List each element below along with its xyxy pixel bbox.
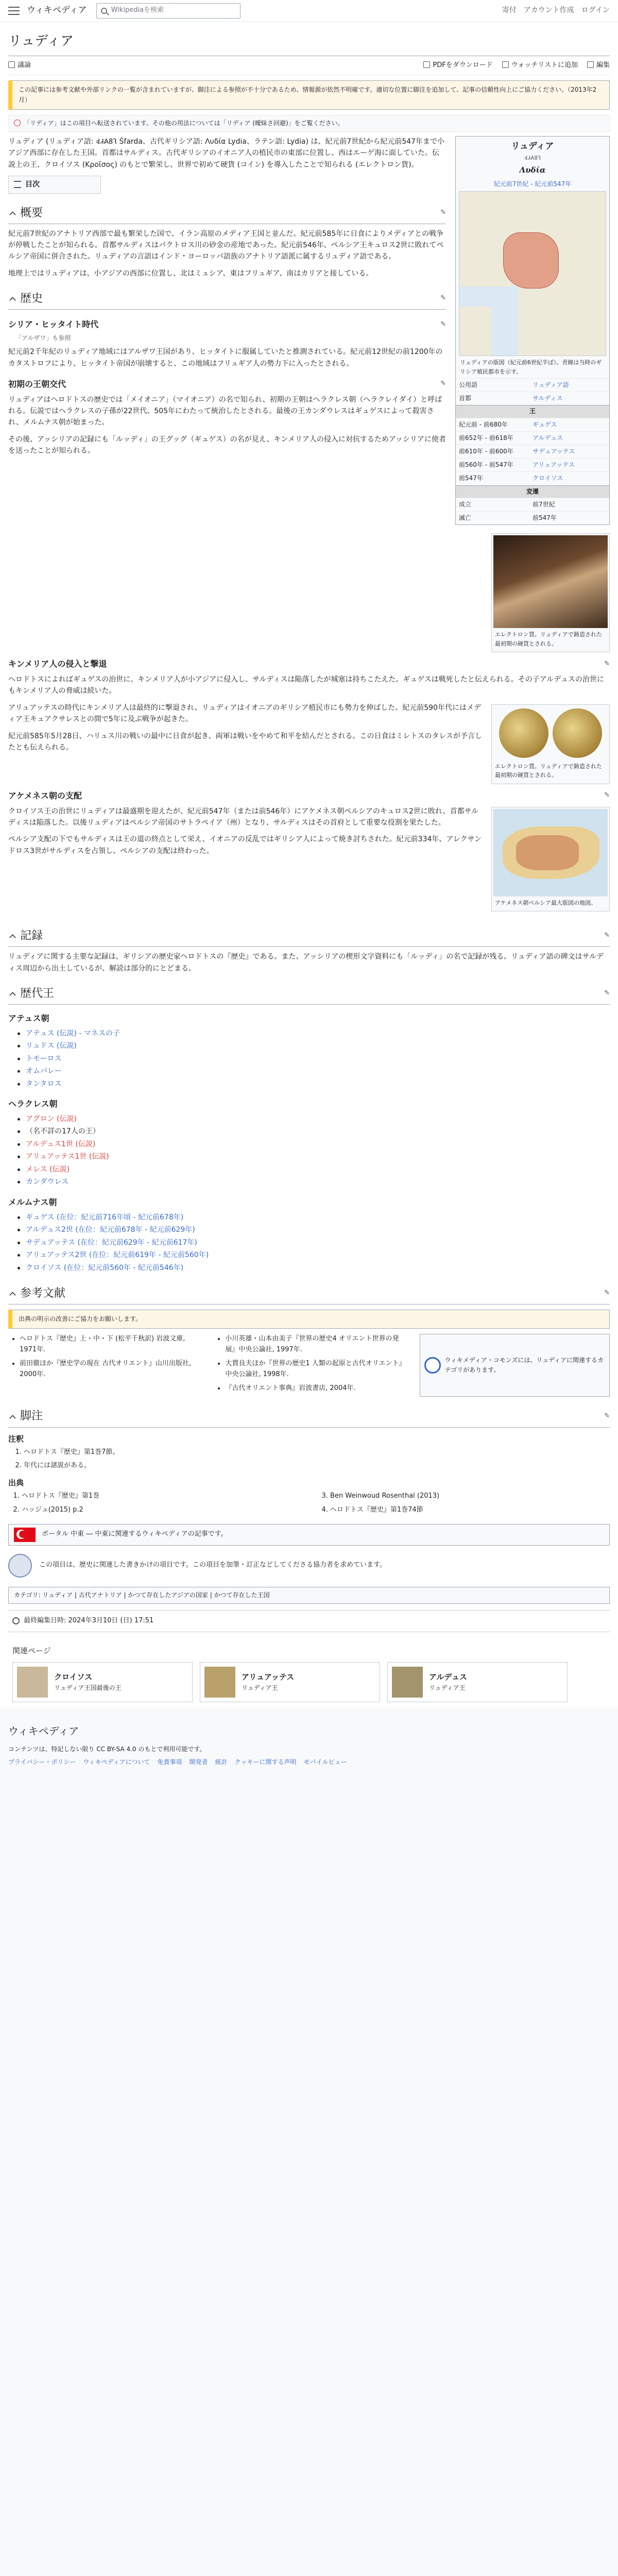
related-thumbnail xyxy=(17,1667,48,1698)
footer-link[interactable]: モバイルビュー xyxy=(303,1758,347,1766)
edit-icon[interactable] xyxy=(604,988,610,999)
login-link[interactable]: ログイン xyxy=(581,6,610,15)
page-tools xyxy=(8,56,610,76)
reference-list xyxy=(8,1334,610,1397)
footer-link[interactable]: 開発者 xyxy=(189,1758,208,1766)
coin-figure[interactable]: エレクトロン貨。リュディアで鋳造された最初期の硬貨とされる。 xyxy=(491,704,610,784)
commons-icon xyxy=(424,1357,441,1374)
section-references[interactable]: 参考文献 ✎ xyxy=(8,1284,610,1304)
list-item[interactable]: サデュアッテス (在位：紀元前629年 - 紀元前617年) xyxy=(24,1236,610,1249)
citation-item[interactable]: 4. ヘロドトス『歴史』第1巻74節 xyxy=(330,1505,610,1516)
subsection-achaemenid: アケメネス朝の支配 ✎ xyxy=(8,789,610,803)
top-bar xyxy=(0,0,618,22)
list-item[interactable]: クロイソス (在位：紀元前560年 - 紀元前546年) xyxy=(24,1262,610,1275)
infobox-king[interactable]: アルデュス xyxy=(533,434,563,442)
related-thumbnail xyxy=(204,1667,235,1698)
dynasty-heading: ヘラクレス朝 xyxy=(8,1099,58,1109)
section-records[interactable]: 記録 ✎ xyxy=(8,927,610,947)
edit-button[interactable]: 編集 xyxy=(587,60,610,71)
list-item[interactable]: アルデュス1世 (伝説) xyxy=(24,1138,610,1151)
king-list xyxy=(24,1211,610,1275)
notes-list: 注釈 1. ヘロドトス『歴史』第1巻7節。 2. 年代には諸説がある。 出典 1. ヘロドトス『歴史』第1巻 2. ハッジュ(2015) p.2 3. Ben Weinwoud Rosenthal (2013) 4. ヘロドトス『歴史』第1巻74節 xyxy=(8,1433,610,1519)
related-thumbnail xyxy=(392,1667,423,1698)
subsection-kimmeria: キンメリア人の侵入と撃退 ✎ xyxy=(8,657,610,671)
citation-item[interactable]: 1. ヘロドトス『歴史』第1巻 xyxy=(22,1491,301,1502)
edit-icon[interactable] xyxy=(440,319,446,330)
create-account-link[interactable]: アカウント作成 xyxy=(523,6,574,15)
site-logo[interactable]: ウィキペディア xyxy=(27,5,87,15)
page-title: リュディア xyxy=(8,31,610,56)
citation-item[interactable]: 3. Ben Weinwoud Rosenthal (2013) xyxy=(330,1491,610,1502)
infobox-caption: リュディアの版図（紀元前6世紀半ば）。青線は当時のギリシア植民都市を示す。 xyxy=(460,359,602,375)
article-page: リュディア 議論 PDFをダウンロード ウォッチリストに追加 編集 この記事には参考文献や外部リンクの一覧が含まれていますが、脚注による参照が不十分であるため、情報源が依然不明確です。適切な位置に脚注を追加して、記事の信頼性向上にご協力ください。（2013年2月） 「リディア」はこの項目へ転送されています。その他の用法については「リディア (曖昧さ回避)」をご覧ください。 リュディア 𐤮𐤱𐤠𐤣𐤤 Λυδία 紀元前7世紀 - 紀元前547年 リュディアの版図（紀元前6世紀半ば）。青線は当時のギリシア植民都市を示す。 公用語 リュディア語 首都 サルディス 王 紀元前 - 前680年 ギュゲス 前652年 - 前618年 アルデュス 前610年 - 前600年 サデュアッテス 前560年 - 前547年 アリュアッテス 前547年 クロイソス 変遷 成立 前7世紀 滅亡 前547年 リュディア (リュディア語: 𐤮𐤱𐤠𐤣𐤤 Śfarda、古代ギリシア語: Λυδία Lydia、ラテン語: Lydia) は、紀元前7世紀から紀元前547年まで小アジア西部に存在した王国。首都はサルディス。古代ギリシアのイオニア人の植民市の東部に位置し、西はエーゲ海に面していた。伝説上の王、クロイソス (Κροῖσος) のもとで繁栄し、世界で初めて硬貨 (コイン) を導入したことで知られる (エレクトロン貨)。 目次 概要 ✎ 紀元前7世紀のアナトリア西部で最も繁栄した国で、イラン高原のメディア王国と並んだ。紀元前585年に日食によりメディアとの戦争が停戦したことが知られる。首都サルディスはパクトロス川の砂金の産地であった。紀元前546年、ペルシア王キュロス2世に敗れてペルシア帝国に併合された。リュディアの言語はインド・ヨーロッパ語族のアナトリア語派に属するリュディア語である。 地理上ではリュディアは、小アジアの西部に位置し、北はミュシア、東はフリュギア、南はカリアと接している。 歴史 ✎ シリア・ヒッタイト時代 ✎ 「アルザワ」も参照 紀元前2千年紀のリュディア地域にはアルザワ王国があり、ヒッタイトに服属していたと推測されている。紀元前12世紀の前1200年のカタストロフにより、ヒッタイト帝国が崩壊すると、この地域はフリュギア人の勢力下に入ったとされる。 初期の王朝交代 ✎ エレクトロン貨。リュディアで鋳造された最初期の硬貨とされる。 リュディアはヘロドトスの歴史では「メイオニア」（マイオニア）の名で知られ、初期の王朝はヘラクレス朝（ヘラクレイダイ）と呼ばれる。伝説ではヘラクレスの子孫が22世代、505年にわたって統治したとされる。最後の王カンダウレスはギュゲスによって殺害され、メルムナス朝が始まった。 その後、アッシリアの記録にも「ルッディ」の王グッグ（ギュゲス）の名が見え、キンメリア人の侵入に対抗するためアッシリアに使者を送ったことが知られる。 キンメリア人の侵入と撃退 ✎ ヘロドトスによればギュゲスの治世に、キンメリア人が小アジアに侵入し、サルディスは陥落したが城塞は持ちこたえた。ギュゲスは戦死したと伝えられる。その子アルデュスの治世にもキンメリア人の脅威は続いた。 エレクトロン貨。リュディアで鋳造された最初期の硬貨とされる。 アリュアッテスの時代にキンメリア人は最終的に撃退され、リュディアはイオニアのギリシア植民市にも勢力を伸ばした。紀元前590年代にはメディア王キュアクサレスとの間で5年に及ぶ戦争が起きた。 紀元前585年5月28日、ハリュス川の戦いの最中に日食が起き、両軍は戦いをやめて和平を結んだとされる。この日食はミレトスのタレスが予言したとも伝えられる。 アケメネス朝の支配 ✎ アケメネス朝ペルシア最大版図の地図。 クロイソス王の治世にリュディアは最盛期を迎えたが、紀元前547年（または前546年）にアケメネス朝ペルシアのキュロス2世に敗れ、首都サルディスは陥落した。以後リュディアはペルシア帝国のサトラペイア（州）となり、サルディスはその首府として重要な役割を果たした。 ペルシア支配の下でもサルディスは王の道の終点として栄え、イオニアの反乱ではギリシア人によって焼き討ちされた。紀元前334年、アレクサンドロス3世がサルディスを占領し、ペルシアの支配は終わった。 記録 ✎ リュディアに関する主要な記録は、ギリシアの歴史家ヘロドトスの『歴史』である。また、アッシリアの楔形文字資料にも「ルッディ」の名で記録が残る。リュディア語の碑文はサルディス周辺から出土しているが、解読は部分的にとどまる。 歴代王 ✎ アテュス朝 アテュス (伝説) - マネスの子 リュドス (伝説) トモーロス オムパレー タンタロス ヘラクレス朝 アグロン (伝説) （名不詳の17人の王） アルデュス1世 (伝説) アリュアッテス1世 (伝説) メレス (伝説) カンダウレス メルムナス朝 ギュゲス (在位：紀元前716年頃 - 紀元前678年) アルデュス2世 (在位：紀元前678年 - 紀元前629年) サデュアッテス (在位：紀元前629年 - 紀元前617年) アリュアッテス2世 (在位：紀元前619年 - 紀元前560年) クロイソス (在位：紀元前560年 - 紀元前546年) 参考文献 ✎ 出典の明示の改善にご協力をお願いします。 • ヘロドトス『歴史』上・中・下 (松平千秋訳) 岩波文庫, 1971年. • 前田徹ほか『歴史学の現在 古代オリエント』山川出版社, 2000年. • 小川英雄・山本由美子『世界の歴史4 オリエント世界の発展』中央公論社, 1997年. • 大貫良夫ほか『世界の歴史1 人類の起原と古代オリエント』中央公論社, 1998年. • 『古代オリエント事典』岩波書店, 2004年. ウィキメディア・コモンズには、リュディアに関連するカテゴリがあります。 脚注 ✎ 注釈 1. ヘロドトス『歴史』第1巻7節。 2. 年代には諸説がある。 出典 1. ヘロドトス『歴史』第1巻 2. ハッジュ(2015) p.2 3. Ben Weinwoud Rosenthal (2013) 4. ヘロドトス『歴史』第1巻74節 ポータル 中東 ― 中東に関連するウィキペディアの記事です。 この項目は、歴史に関連した書きかけの項目です。この項目を加筆・訂正などしてくださる協力者を求めています。 カテゴリ: リュディア | 古代アナトリア | かつて存在したアジアの国家 | かつて存在した王国 最終編集日時: 2024年3月10日 (日) 17:51 関連ページ クロイソス リュディア王国最後の王 アリュアッテス リュディア王 アルデュス リュディア王 xyxy=(0,22,618,1707)
edit-icon[interactable] xyxy=(604,1411,610,1422)
star-icon xyxy=(502,61,509,68)
citation-notice: この記事には参考文献や外部リンクの一覧が含まれていますが、脚注による参照が不十分であるため、情報源が依然不明確です。適切な位置に脚注を追加して、記事の信頼性向上にご協力ください。（2013年2月） xyxy=(8,80,610,109)
list-item[interactable]: アリュアッテス1世 (伝説) xyxy=(24,1150,610,1163)
section-kings[interactable]: 歴代王 ✎ xyxy=(8,985,610,1005)
related-card[interactable]: アルデュス リュディア王 xyxy=(387,1662,568,1702)
infobox: リュディア 𐤮𐤱𐤠𐤣𐤤 Λυδία 紀元前7世紀 - 紀元前547年 リュディアの版図（紀元前6世紀半ば）。青線は当時のギリシア植民都市を示す。 公用語 リュディア語 首都 サルディス 王 紀元前 - 前680年 ギュゲス 前652年 - 前618年 アルデュス 前610年 - 前600年 サデュアッテス 前560年 - 前547年 アリュアッテス 前547年 クロイソス 変遷 成立 前7世紀 滅亡 前547年 xyxy=(455,136,610,525)
reference-item[interactable]: • 『古代オリエント事典』岩波書店, 2004年. xyxy=(225,1383,404,1394)
section-overview[interactable]: 概要 ✎ xyxy=(8,204,446,224)
king-list xyxy=(24,1027,610,1091)
list-item[interactable]: カンダウレス xyxy=(24,1176,610,1189)
stub-notice: この項目は、歴史に関連した書きかけの項目です。この項目を加筆・訂正などしてくださる協力者を求めています。 xyxy=(8,1551,610,1581)
note-item: 2. 年代には諸説がある。 xyxy=(24,1461,610,1471)
list-item[interactable]: トモーロス xyxy=(24,1053,610,1065)
download-pdf-button[interactable]: PDFをダウンロード xyxy=(423,60,492,71)
infobox-native: 𐤮𐤱𐤠𐤣𐤤 xyxy=(524,155,541,162)
edit-icon[interactable] xyxy=(604,790,610,801)
last-modified[interactable]: 最終編集日時: 2024年3月10日 (日) 17:51 xyxy=(8,1610,610,1632)
related-card[interactable]: クロイソス リュディア王国最後の王 xyxy=(12,1662,193,1702)
infobox-language[interactable]: リュディア語 xyxy=(533,381,569,389)
citation-item[interactable]: 2. ハッジュ(2015) p.2 xyxy=(22,1505,301,1516)
edit-icon[interactable] xyxy=(440,293,446,304)
infobox-greek: Λυδία xyxy=(519,165,546,175)
list-item[interactable]: アルデュス2世 (在位：紀元前678年 - 紀元前629年) xyxy=(24,1224,610,1236)
clock-icon xyxy=(12,1617,20,1624)
dynasty-heading: メルムナス朝 xyxy=(8,1197,57,1207)
list-item[interactable]: タンタロス xyxy=(24,1078,610,1091)
list-item[interactable]: アリュアッテス2世 (在位：紀元前619年 - 紀元前560年) xyxy=(24,1249,610,1262)
footer-link[interactable]: クッキーに関する声明 xyxy=(234,1758,297,1766)
related-pages: 関連ページ クロイソス リュディア王国最後の王 アリュアッテス リュディア王 アルデュス リュディア王 xyxy=(8,1632,610,1707)
infobox-king[interactable]: アリュアッテス xyxy=(533,461,575,469)
infobox-king[interactable]: サデュアッテス xyxy=(533,448,575,455)
footer-link[interactable]: ウィキペディアについて xyxy=(83,1758,150,1766)
donate-link[interactable]: 寄付 xyxy=(502,6,517,15)
section-history[interactable]: 歴史 ✎ xyxy=(8,290,446,310)
empire-map-figure[interactable]: アケメネス朝ペルシア最大版図の地図。 xyxy=(491,807,610,912)
dynasty-heading: アテュス朝 xyxy=(8,1013,49,1024)
list-item[interactable]: メレス (伝説) xyxy=(24,1163,610,1176)
commons-box[interactable]: ウィキメディア・コモンズには、リュディアに関連するカテゴリがあります。 xyxy=(420,1334,610,1397)
related-card[interactable]: アリュアッテス リュディア王 xyxy=(200,1662,380,1702)
list-item: （名不詳の17人の王） xyxy=(24,1125,610,1138)
infobox-king[interactable]: クロイソス xyxy=(533,474,563,482)
lead-paragraph: リュディア (リュディア語: 𐤮𐤱𐤠𐤣𐤤 Śfarda、古代ギリシア語: Λυδία Lydia、ラテン語: Lydia) は、紀元前7世紀から紀元前547年まで小アジア西部に存在した王国。首都はサルディス。古代ギリシアのイオニア人の植民市の東部に位置し、西はエーゲ海に面していた。伝説上の王、クロイソス (Κροῖσος) のもとで繁栄し、世界で初めて硬貨 (コイン) を導入したことで知られる (エレクトロン貨)。 xyxy=(8,137,445,169)
list-item[interactable]: ギュゲス (在位：紀元前716年頃 - 紀元前678年) xyxy=(24,1211,610,1224)
list-item[interactable]: リュドス (伝説) xyxy=(24,1040,610,1053)
subsection-kingdom: 初期の王朝交代 ✎ xyxy=(8,378,446,391)
collapse-icon xyxy=(9,297,16,303)
list-item[interactable]: オムパレー xyxy=(24,1065,610,1078)
edit-icon[interactable] xyxy=(604,1288,610,1299)
search-icon xyxy=(101,8,107,14)
reference-item[interactable]: • ヘロドトス『歴史』上・中・下 (松平千秋訳) 岩波文庫, 1971年. xyxy=(20,1334,198,1355)
refs-notice: 出典の明示の改善にご協力をお願いします。 xyxy=(8,1310,610,1329)
list-item[interactable]: アグロン (伝説) xyxy=(24,1113,610,1126)
painting-figure[interactable]: エレクトロン貨。リュディアで鋳造された最初期の硬貨とされる。 xyxy=(491,533,610,652)
lydia-map[interactable] xyxy=(459,191,606,356)
collapse-icon xyxy=(9,211,16,218)
footer-link[interactable]: 免責事項 xyxy=(157,1758,182,1766)
footer xyxy=(0,1707,618,1788)
menu-icon[interactable] xyxy=(8,7,20,15)
footer-link[interactable]: プライバシー・ポリシー xyxy=(8,1758,76,1766)
edit-icon[interactable] xyxy=(440,379,446,389)
toc-button[interactable]: 目次 xyxy=(8,176,101,193)
see-also[interactable]: 「アルザワ」も参照 xyxy=(15,334,71,342)
list-item[interactable]: アテュス (伝説) - マネスの子 xyxy=(24,1027,610,1040)
note-item: 1. ヘロドトス『歴史』第1巻7節。 xyxy=(24,1447,610,1458)
infobox-king[interactable]: ギュゲス xyxy=(533,420,557,428)
edit-icon[interactable] xyxy=(604,659,610,670)
reference-item[interactable]: • 小川英雄・山本由美子『世界の歴史4 オリエント世界の発展』中央公論社, 1997年. xyxy=(225,1334,404,1355)
infobox-capital[interactable]: サルディス xyxy=(533,395,563,402)
category-box[interactable]: カテゴリ: リュディア | 古代アナトリア | かつて存在したアジアの国家 | かつて存在した王国 xyxy=(8,1587,610,1604)
footer-wordmark: ウィキペディア xyxy=(8,1724,79,1737)
section-notes[interactable]: 脚注 ✎ xyxy=(8,1407,610,1427)
footer-link[interactable]: 統計 xyxy=(215,1758,228,1766)
reference-item[interactable]: • 前田徹ほか『歴史学の現在 古代オリエント』山川出版社, 2000年. xyxy=(20,1359,198,1380)
infobox-title: リュディア xyxy=(511,141,554,151)
portal-box[interactable]: ポータル 中東 ― 中東に関連するウィキペディアの記事です。 xyxy=(8,1524,610,1546)
reference-item[interactable]: • 大貫良夫ほか『世界の歴史1 人類の起原と古代オリエント』中央公論社, 1998年. xyxy=(225,1359,404,1380)
hatnote: 「リディア」はこの項目へ転送されています。その他の用法については「リディア (曖昧さ回避)」をご覧ください。 xyxy=(8,115,610,132)
coin-image xyxy=(553,708,602,758)
infobox-era[interactable]: 紀元前7世紀 - 紀元前547年 xyxy=(493,180,572,188)
turkey-flag-icon xyxy=(14,1528,36,1542)
talk-tab[interactable]: 議論 xyxy=(8,60,31,71)
subsection-hittite: シリア・ヒッタイト時代 ✎ xyxy=(8,318,446,331)
king-list xyxy=(24,1113,610,1189)
coin-image xyxy=(499,708,548,758)
license-text: コンテンツは、特記しない限り CC BY-SA 4.0 のもとで利用可能です。 xyxy=(8,1745,206,1753)
watch-button[interactable]: ウォッチリストに追加 xyxy=(502,60,578,71)
pencil-icon xyxy=(587,61,594,68)
download-icon xyxy=(423,61,430,68)
talk-icon xyxy=(8,61,15,68)
edit-icon[interactable] xyxy=(440,208,446,218)
search-input[interactable]: Wikipediaを検索 xyxy=(96,3,241,19)
stub-icon xyxy=(8,1554,32,1578)
edit-icon[interactable] xyxy=(604,930,610,941)
info-icon xyxy=(14,120,21,126)
